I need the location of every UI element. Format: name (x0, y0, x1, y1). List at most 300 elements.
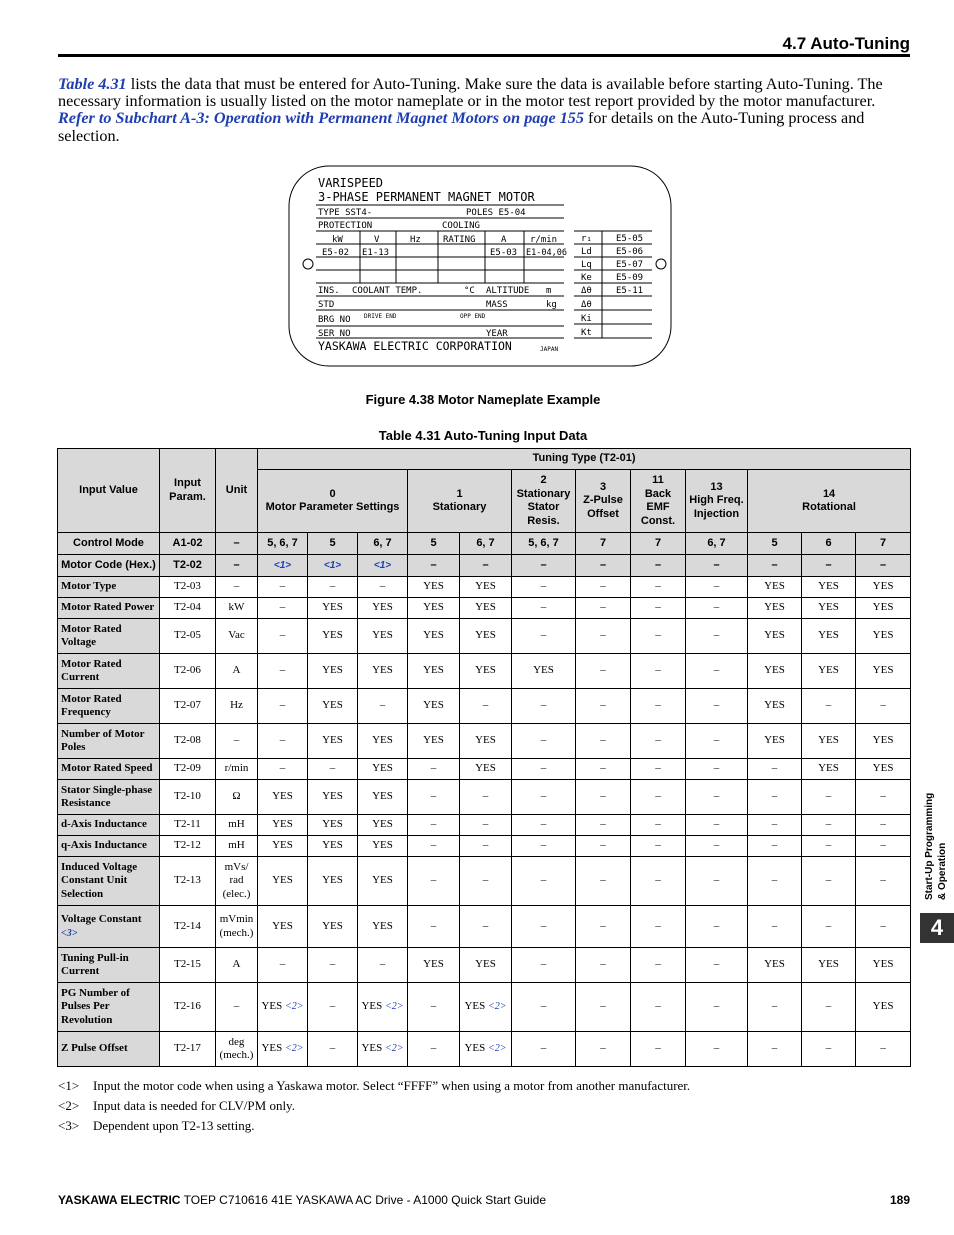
cell-value: – (430, 762, 437, 775)
row-param (160, 598, 216, 619)
row-param (160, 780, 216, 815)
cell-value: – (540, 734, 547, 747)
table-row (58, 724, 911, 759)
table-cell (802, 906, 856, 948)
cell-value: – (713, 874, 720, 887)
row-param (160, 857, 216, 906)
cell-value: – (825, 699, 832, 712)
cell-value: 6, 7 (373, 536, 392, 549)
row-param-text: T2-12 (174, 839, 201, 852)
intro-text-2: for details on the Auto-Tuning process and selection. (58, 109, 865, 145)
cell-value: YES (818, 601, 839, 614)
footnote-link[interactable]: <1> (373, 559, 392, 571)
np-right-label: r₁ (581, 234, 592, 244)
np-e502: E5-02 (322, 248, 350, 258)
row-label-text: Number of Motor Poles (61, 727, 145, 753)
table-cell (308, 815, 358, 836)
cell-value: – (655, 958, 661, 971)
row-unit (216, 689, 258, 724)
table-cell (460, 857, 512, 906)
row-unit (216, 906, 258, 948)
table-row (58, 577, 911, 598)
cell-value: – (713, 790, 720, 803)
table-cell (358, 815, 408, 836)
motor-code-row-param (160, 555, 216, 577)
footnote-link[interactable]: <1> (273, 559, 292, 571)
np-right-value: E5-11 (616, 286, 644, 296)
np-cooling: COOLING (442, 221, 480, 231)
cell-value: – (430, 818, 437, 831)
row-unit (216, 724, 258, 759)
table-cell (460, 836, 512, 857)
table-cell (631, 857, 686, 906)
table-cell (512, 815, 576, 836)
table-cell (258, 654, 308, 689)
cell-value: – (540, 919, 547, 932)
cell-value: – (600, 664, 606, 677)
row-unit (216, 759, 258, 780)
cell-value: – (880, 818, 886, 831)
cell-value: – (430, 1042, 437, 1055)
cell-value: YES (322, 839, 343, 852)
table-cell (748, 1032, 802, 1067)
motor-code-row-label (58, 555, 160, 577)
cell-value: YES (423, 958, 444, 971)
cell-value: YES (423, 629, 444, 642)
cell-value: – (600, 790, 606, 803)
cell-value: – (540, 762, 547, 775)
table-cell (308, 555, 358, 577)
chapter-tab[interactable]: 4 (920, 913, 954, 943)
np-ser: SER NO (318, 329, 351, 339)
table-cell (460, 724, 512, 759)
control-mode-row-label-text: Control Mode (73, 536, 144, 549)
table-cell (308, 689, 358, 724)
tuning-type-number: 3 (599, 480, 607, 493)
row-label-text: Motor Rated Frequency (61, 692, 122, 718)
footnote-key: <1> (58, 1078, 80, 1093)
table-cell (631, 598, 686, 619)
tuning-type-number: 11 (652, 474, 664, 486)
cell-value: – (771, 919, 778, 932)
tuning-type-name: Stationary Stator Resis. (516, 487, 571, 527)
table-cell (576, 654, 631, 689)
cell-value: YES (272, 839, 293, 852)
control-mode-row-param (160, 533, 216, 555)
row-param-text: T2-05 (174, 629, 201, 642)
table-cell (358, 654, 408, 689)
header-row (58, 449, 911, 470)
cell-value: – (880, 699, 886, 712)
mounting-hole-left (303, 259, 313, 269)
row-unit-text: Ω (232, 790, 241, 803)
table-cell (358, 780, 408, 815)
cell-value: – (482, 818, 489, 831)
cell-value: – (655, 601, 661, 614)
input-value-header-text: Input Value (79, 483, 138, 496)
table-cell (358, 598, 408, 619)
row-unit (216, 780, 258, 815)
cell-value: – (430, 874, 437, 887)
table-cell (512, 759, 576, 780)
table-cell (308, 780, 358, 815)
cell-value: – (713, 1000, 720, 1013)
np-coolant: COOLANT TEMP. (352, 286, 423, 296)
row-unit (216, 836, 258, 857)
np-a: A (501, 235, 507, 245)
cell-value: – (713, 1042, 720, 1055)
cell-value: YES (272, 874, 293, 887)
table-cell (802, 759, 856, 780)
row-param-text: T2-13 (174, 874, 201, 887)
table-cell (686, 577, 748, 598)
footer-brand: YASKAWA ELECTRIC (58, 1193, 181, 1207)
cell-value: 5, 6, 7 (267, 536, 298, 549)
motor-code-row-param-text: T2-02 (173, 558, 202, 571)
np-japan: JAPAN (540, 346, 559, 353)
table-cell (856, 619, 911, 654)
table-cell (460, 555, 512, 577)
table-cell (258, 836, 308, 857)
table-cell (460, 780, 512, 815)
input-param-header-text: Input Param. (169, 477, 206, 503)
table-cell (631, 780, 686, 815)
cell-value: YES (475, 734, 496, 747)
table-cell (512, 555, 576, 577)
cell-value: – (600, 580, 606, 593)
table-cell (631, 533, 686, 555)
table-cell (686, 619, 748, 654)
table-cell (408, 815, 460, 836)
row-label-text: Induced Voltage Constant Unit Selection (61, 860, 138, 900)
cell-value: YES (818, 580, 839, 593)
np-altitude: ALTITUDE (486, 286, 530, 296)
motor-code-row-label-text: Motor Code (Hex.) (61, 558, 156, 571)
footnote-link[interactable]: <2> (385, 1043, 404, 1055)
row-label (58, 1032, 160, 1067)
footnote-text: Input data is needed for CLV/PM only. (93, 1098, 295, 1113)
cell-value: – (540, 818, 547, 831)
cell-value: – (600, 734, 606, 747)
table-cell (308, 619, 358, 654)
cell-value: – (713, 919, 720, 932)
row-param-text: T2-04 (174, 601, 201, 614)
tuning-type-number: 13 (710, 480, 723, 493)
table-cell (258, 759, 308, 780)
cell-value: – (771, 818, 778, 831)
motor-code-row-unit (216, 555, 258, 577)
table-cell (512, 1032, 576, 1067)
row-unit (216, 598, 258, 619)
tuning-type-cell (686, 470, 748, 533)
table-cell (460, 654, 512, 689)
cell-value: – (825, 818, 832, 831)
cell-value: 6, 7 (476, 536, 495, 549)
table-cell (358, 983, 408, 1032)
np-maker: YASKAWA ELECTRIC CORPORATION (318, 339, 512, 353)
table-cell (748, 577, 802, 598)
header-rule (58, 54, 910, 57)
cell-value: – (540, 699, 547, 712)
row-unit-text: kW (228, 601, 245, 614)
row-label-text: Motor Type (61, 580, 117, 593)
cell-value: YES (372, 919, 393, 932)
table-cell (258, 948, 308, 983)
table-cell (358, 724, 408, 759)
cell-value: YES (322, 629, 343, 642)
row-param-text: T2-17 (174, 1042, 201, 1055)
cell-value: – (482, 874, 489, 887)
footer-doc-title: TOEP C710616 41E YASKAWA AC Drive - A1000 Quick Start Guide (180, 1193, 546, 1207)
table-cell (512, 598, 576, 619)
table-cell (358, 857, 408, 906)
table-cell (408, 948, 460, 983)
table-cell (686, 836, 748, 857)
table-cell (576, 948, 631, 983)
cell-value: – (540, 958, 547, 971)
footnote-link[interactable]: <2> (285, 1043, 304, 1055)
table-cell (856, 533, 911, 555)
table-cell (802, 983, 856, 1032)
table-row (58, 689, 911, 724)
row-param (160, 619, 216, 654)
np-degc: °C (464, 286, 475, 296)
table-row (58, 906, 911, 948)
table-cell (631, 906, 686, 948)
cell-value: YES (764, 699, 785, 712)
table-row (58, 836, 911, 857)
cell-value: – (880, 874, 886, 887)
cell-value: – (825, 558, 832, 571)
table-cell (856, 815, 911, 836)
row-param (160, 724, 216, 759)
side-label-line2: & Operation (937, 842, 948, 900)
table-row (58, 857, 911, 906)
cell-value: 7 (599, 536, 607, 549)
cell-value: YES (423, 580, 444, 593)
table-cell (748, 533, 802, 555)
cell-value: – (825, 839, 832, 852)
table-cell (802, 619, 856, 654)
cell-value: – (713, 629, 720, 642)
row-unit (216, 577, 258, 598)
table-cell (408, 689, 460, 724)
row-param-text: T2-06 (174, 664, 201, 677)
row-param (160, 1032, 216, 1067)
table-cell (408, 1032, 460, 1067)
cell-value: – (825, 1042, 832, 1055)
table-cell (512, 780, 576, 815)
side-label-line1: Start-Up Programming (924, 792, 935, 900)
table-cell (512, 724, 576, 759)
tuning-type-cell (258, 470, 408, 533)
cell-value: – (655, 818, 661, 831)
cell-value: YES (372, 818, 393, 831)
np-type: TYPE SST4- (318, 208, 373, 218)
footnote-text: Input the motor code when using a Yaskawa motor. Select “FFFF” when using a motor from another manufacturer. (93, 1078, 691, 1093)
table-cell (748, 619, 802, 654)
cell-value: YES (372, 874, 393, 887)
table-cell (802, 724, 856, 759)
footnote-link[interactable]: <2> (385, 1001, 404, 1013)
table-cell (460, 1032, 512, 1067)
footnote-link[interactable]: <2> (488, 1001, 507, 1013)
cell-value: – (655, 762, 661, 775)
table-cell (358, 689, 408, 724)
cell-value: – (880, 919, 886, 932)
intro-text-1: lists the data that must be entered for Auto-Tuning. Make sure the data is available before starting Auto-Tuning. The necessary information is usually listed on the motor nameplate or in the motor test report provided by the motor manufacturer. (58, 75, 883, 111)
table-cell (686, 689, 748, 724)
cell-value: – (430, 919, 437, 932)
table-cell (512, 906, 576, 948)
motor-code-row-unit-text: – (233, 558, 240, 571)
table-reference-link[interactable]: Table 4.31 (58, 75, 127, 93)
cell-value: – (655, 790, 661, 803)
row-label-text: d-Axis Inductance (61, 818, 147, 831)
table-cell (576, 724, 631, 759)
cell-value: YES (872, 664, 894, 677)
cell-value: – (379, 580, 386, 593)
subchart-reference-link[interactable]: Refer to Subchart A-3: Operation with Permanent Magnet Motors on page 155 (58, 109, 584, 128)
table-cell (512, 533, 576, 555)
table-cell (258, 724, 308, 759)
cell-value: – (430, 1000, 437, 1013)
cell-value: – (600, 818, 606, 831)
cell-value: – (713, 762, 720, 775)
row-param (160, 983, 216, 1032)
cell-value: – (329, 958, 336, 971)
cell-value: YES (475, 601, 496, 614)
cell-value: – (713, 664, 720, 677)
table-cell (686, 555, 748, 577)
mounting-hole-right (656, 259, 666, 269)
cell-value: – (540, 874, 547, 887)
table-cell (802, 815, 856, 836)
cell-value: – (713, 839, 720, 852)
table-cell (308, 948, 358, 983)
table-cell (631, 724, 686, 759)
table-cell (460, 619, 512, 654)
tuning-type-name: Stationary (432, 501, 487, 513)
np-rating: RATING (443, 235, 476, 245)
row-unit (216, 815, 258, 836)
table-cell (308, 759, 358, 780)
row-unit-text: – (233, 580, 240, 593)
table-cell (631, 948, 686, 983)
row-unit (216, 857, 258, 906)
footnote-link[interactable]: <1> (323, 559, 342, 571)
table-cell (686, 983, 748, 1032)
table-cell (408, 780, 460, 815)
cell-value: – (825, 874, 832, 887)
row-param-text: T2-11 (174, 818, 201, 831)
np-ins: INS. (318, 286, 340, 296)
cell-value: – (279, 664, 286, 677)
cell-value: – (329, 762, 336, 775)
row-param-text: T2-08 (174, 734, 201, 747)
cell-value: YES <2> (361, 1042, 404, 1055)
np-opp-end: OPP END (460, 313, 486, 320)
tuning-type-name: High Freq. Injection (689, 494, 744, 520)
footnote-link[interactable]: <2> (285, 1001, 304, 1013)
table-cell (258, 619, 308, 654)
table-cell (748, 598, 802, 619)
table-cell (358, 577, 408, 598)
cell-value: – (540, 790, 547, 803)
control-mode-row-unit (216, 533, 258, 555)
cell-value: – (279, 734, 286, 747)
cell-value: – (600, 919, 606, 932)
table-cell (748, 836, 802, 857)
table-cell (258, 1032, 308, 1067)
table-cell (631, 577, 686, 598)
cell-value: – (379, 958, 386, 971)
tuning-type-cell (512, 470, 576, 533)
np-e104: E1-04,06 (526, 248, 567, 258)
cell-value: YES (322, 790, 343, 803)
cell-value: – (655, 629, 661, 642)
table-cell (576, 906, 631, 948)
page-number: 189 (889, 1193, 910, 1207)
table-cell (631, 836, 686, 857)
cell-value: – (713, 699, 720, 712)
table-cell (686, 724, 748, 759)
row-label (58, 836, 160, 857)
table-cell (802, 598, 856, 619)
row-unit (216, 1032, 258, 1067)
np-right-label: Kt (581, 328, 592, 338)
table-cell (308, 654, 358, 689)
cell-value: – (279, 601, 286, 614)
cell-value: YES (475, 958, 496, 971)
row-label (58, 654, 160, 689)
table-cell (460, 983, 512, 1032)
cell-value: – (540, 1000, 547, 1013)
footnote-key: <3> (58, 1118, 80, 1133)
row-label-text: Voltage Constant (61, 913, 142, 925)
tuning-type-cell (748, 470, 911, 533)
table-cell (308, 983, 358, 1032)
row-label (58, 598, 160, 619)
footnote-link[interactable]: <2> (488, 1043, 507, 1055)
cell-value: – (430, 558, 437, 571)
table-cell (358, 533, 408, 555)
cell-value: YES (322, 818, 343, 831)
row-param-text: T2-10 (174, 790, 201, 803)
cell-value: – (713, 818, 720, 831)
cell-value: 7 (654, 536, 662, 549)
cell-value: YES (372, 790, 393, 803)
table-cell (358, 906, 408, 948)
table-cell (408, 724, 460, 759)
cell-value: – (655, 874, 661, 887)
table-cell (408, 555, 460, 577)
table-row (58, 1032, 911, 1067)
table-row (58, 983, 911, 1032)
np-right-value: E5-05 (616, 234, 644, 244)
cell-value: YES <2> (464, 1042, 507, 1055)
np-hz: Hz (410, 235, 421, 245)
table-cell (512, 619, 576, 654)
np-right-label: Ld (581, 247, 592, 257)
row-label-text: Motor Rated Speed (61, 762, 153, 775)
row-label-text: q-Axis Inductance (61, 839, 147, 852)
cell-value: – (655, 734, 661, 747)
footnote-link[interactable]: <3> (61, 927, 78, 939)
row-unit-text: r/min (224, 762, 249, 775)
table-cell (856, 948, 911, 983)
cell-value: – (482, 699, 489, 712)
